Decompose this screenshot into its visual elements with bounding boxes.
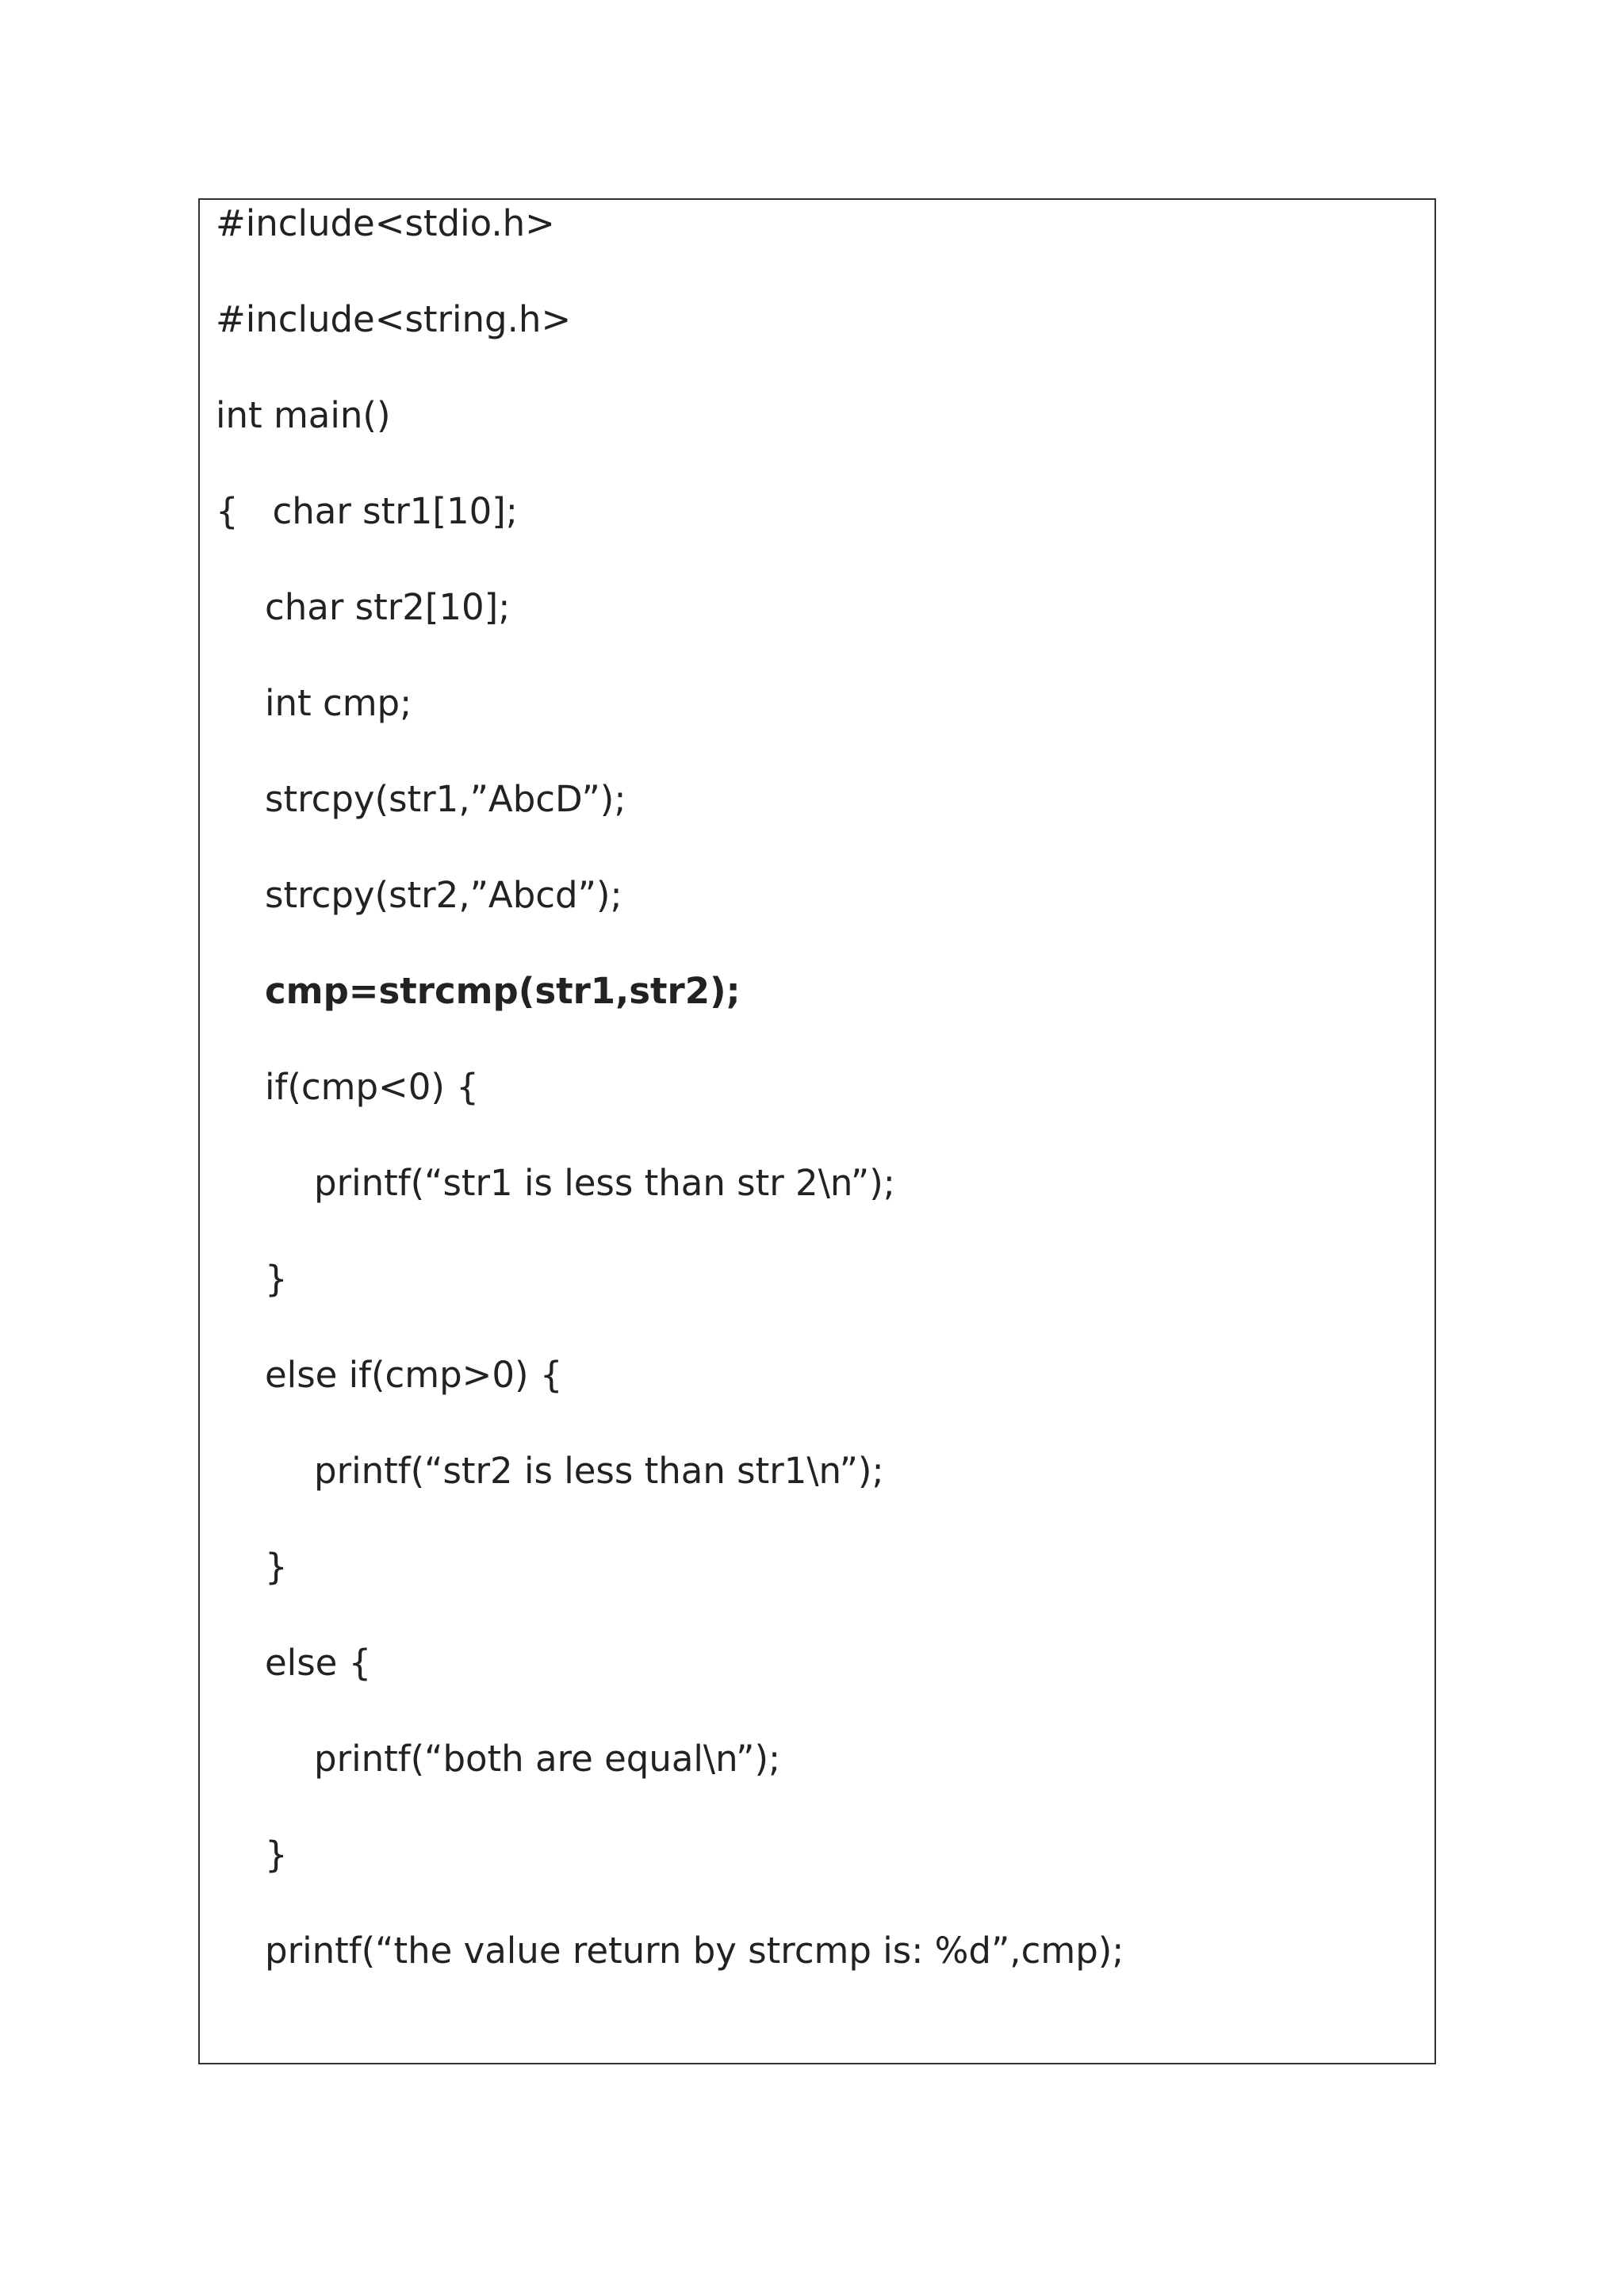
code-line-strcpy-str1: strcpy(str1,”AbcD”); <box>265 778 626 820</box>
code-line-main: int main() <box>216 394 391 436</box>
code-line-printf-greater: printf(“str2 is less than str1\n”); <box>314 1450 884 1492</box>
code-line-close-else-if: } <box>265 1546 288 1588</box>
code-line-if: if(cmp<0) { <box>265 1066 479 1108</box>
code-listing-box <box>198 198 1436 2064</box>
code-line-strcmp-call: cmp=strcmp(str1,str2); <box>265 970 741 1012</box>
code-line-include-string: #include<string.h> <box>216 298 572 340</box>
code-line-include-stdio: #include<stdio.h> <box>216 202 555 244</box>
code-line-close-else: } <box>265 1834 288 1876</box>
code-line-else: else { <box>265 1642 372 1684</box>
code-line-printf-result: printf(“the value return by strcmp is: %d”,cmp); <box>265 1930 1124 1972</box>
code-line-printf-equal: printf(“both are equal\n”); <box>314 1738 781 1780</box>
code-line-close-if: } <box>265 1258 288 1300</box>
code-line-decl-str1: { char str1[10]; <box>216 490 518 532</box>
code-line-decl-str2: char str2[10]; <box>265 586 511 628</box>
code-line-strcpy-str2: strcpy(str2,”Abcd”); <box>265 874 622 916</box>
code-line-decl-cmp: int cmp; <box>265 682 412 724</box>
code-line-printf-less: printf(“str1 is less than str 2\n”); <box>314 1162 895 1204</box>
code-line-else-if: else if(cmp>0) { <box>265 1354 563 1396</box>
